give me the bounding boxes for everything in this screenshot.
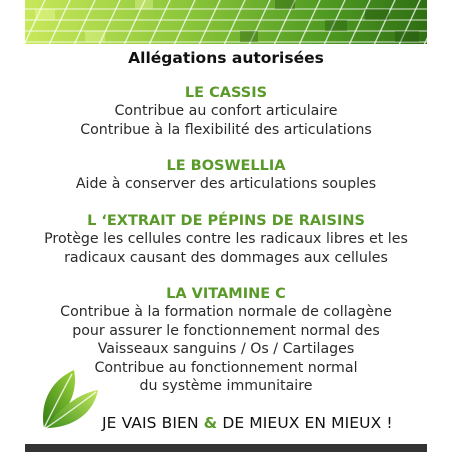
section-title: LE BOSWELLIA [166,158,286,174]
section-line: pour assurer le fonctionnement normal des [72,322,380,339]
page-title: Allégations autorisées [128,49,324,67]
section-line: Protège les cellules contre les radicaux libres et les [44,231,408,247]
section-grape-seed [0,212,452,267]
section-cassis [0,84,452,139]
section-boswellia [0,157,452,194]
tagline-ampersand: & [203,414,218,432]
section-line: radicaux causant des dommages aux cellules [64,249,388,266]
header-banner [25,0,427,44]
section-line: Aide à conserver des articulations souples [75,176,377,192]
section-line: Contribue à la flexibilité des articulations [80,121,372,138]
section-line: Contribue à la formation normale de collagène [60,304,392,320]
section-line: Vaisseaux sanguins / Os / Cartilages [97,341,355,357]
section-line: Contribue au confort articulaire [114,103,338,119]
section-title: LE CASSIS [184,85,268,101]
tagline [102,414,393,432]
green-mosaic-pattern-icon [25,0,427,44]
section-line: Contribue au fonctionnement normal [94,359,358,376]
section-title: LA VITAMINE C [166,286,286,302]
section-title: L ‘EXTRAIT DE PÉPINS DE RAISINS [87,213,365,229]
green-leaves-icon [38,368,100,430]
footer-bar [25,444,427,452]
tagline-part2: DE MIEUX EN MIEUX ! [217,414,393,432]
tagline-part1: JE VAIS BIEN [102,414,204,432]
section-line: du système immunitaire [139,378,313,394]
